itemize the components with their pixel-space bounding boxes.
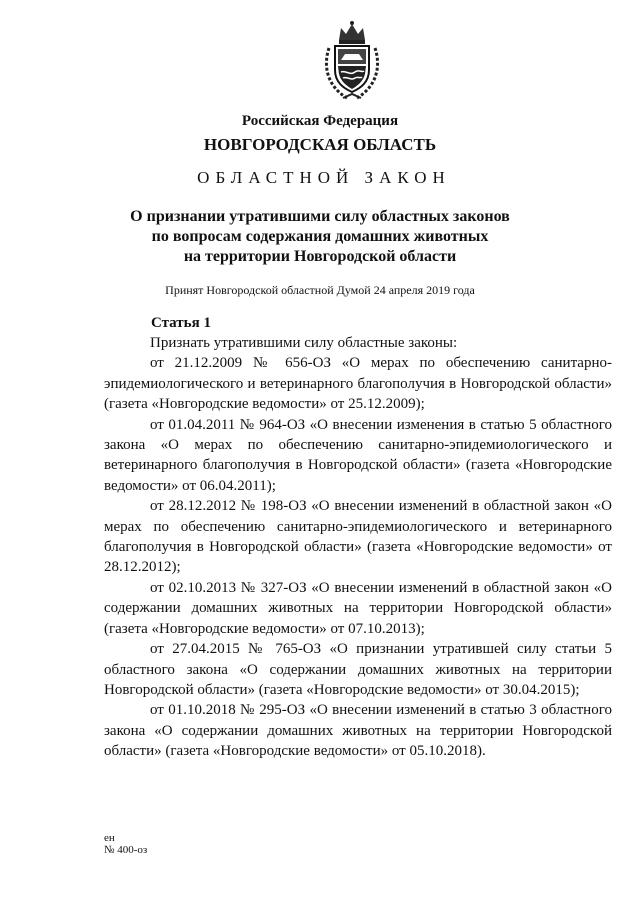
article-body: [104, 333, 612, 762]
law-title: [0, 207, 640, 267]
article-paragraph: от 02.10.2013 № 327-ОЗ «О внесении изменений в областной закон «О содержании домашних животных на территории Новгородской области» (газета «Новгородские ведомости» от 07.10.2013);: [104, 579, 612, 637]
law-title-line: О признании утратившими силу областных законов: [130, 208, 510, 225]
law-title-line: на территории Новгородской области: [183, 248, 457, 265]
article-paragraph: Признать утратившими силу областные законы:: [150, 335, 458, 351]
region-name: НОВГОРОДСКАЯ ОБЛАСТЬ: [203, 135, 437, 154]
country-name: Российская Федерация: [241, 113, 399, 129]
article-paragraph: от 01.04.2011 № 964-ОЗ «О внесении изменения в статью 5 областного закона «О мерах по обеспечению санитарно-эпидемиологического и ветеринарного благополучия в Новгородской области» (газета «Новгородские ведомости» от 06.04.2011);: [104, 416, 612, 494]
article-heading: Статья 1: [151, 315, 211, 331]
document-type: ОБЛАСТНОЙ ЗАКОН: [197, 168, 451, 187]
coat-of-arms-emblem: [321, 18, 383, 102]
article-paragraph: от 28.12.2012 № 198-ОЗ «О внесении изменений в областной закон «О мерах по обеспечению санитарно-эпидемиологического и ветеринарного благополучия в Новгородской области» (газета «Новгородские ведомости» от 28.12.2012);: [104, 498, 612, 576]
margin-mark: [628, 76, 634, 102]
article-paragraph: от 01.10.2018 № 295-ОЗ «О внесении изменений в статью 3 областного закона «О содержании домашних животных на территории Новгородской области» (газета «Новгородские ведомости» от 05.10.2018).: [104, 702, 612, 760]
adoption-note: Принят Новгородской областной Думой 24 апреля 2019 года: [165, 283, 475, 297]
article-paragraph: от 21.12.2009 № 656-ОЗ «О мерах по обеспечению санитарно-эпидемиологического и ветеринарного благополучия в Новгородской области» (газета «Новгородские ведомости» от 25.12.2009);: [104, 355, 612, 413]
document-footer: [104, 832, 147, 856]
article-paragraph: от 27.04.2015 № 765-ОЗ «О признании утратившей силу статьи 5 областного закона «О содержании домашних животных на территории Новгородской области» (газета «Новгородские ведомости» от 30.04.2015);: [104, 641, 612, 698]
footer-number: № 400-оз: [104, 844, 148, 856]
law-title-line: по вопросам содержания домашних животных: [151, 228, 489, 245]
footer-initials: ен: [104, 832, 115, 844]
